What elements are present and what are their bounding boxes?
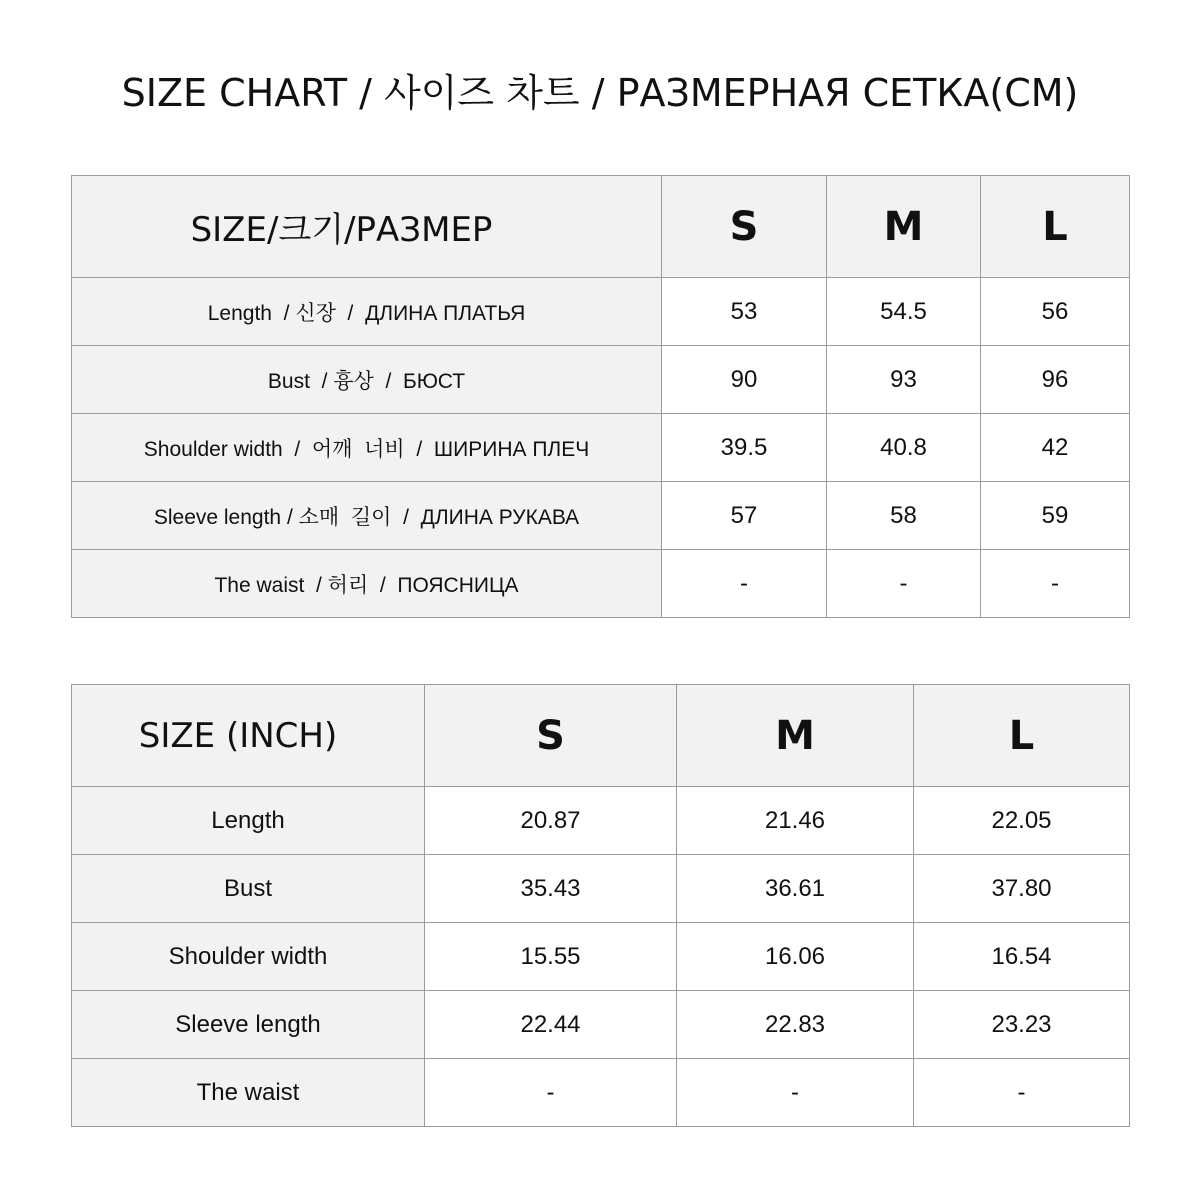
size-table-inch xyxy=(71,684,1130,1127)
table-row xyxy=(72,550,1130,618)
row-label-length: Length xyxy=(72,787,425,855)
table-cell: 22.05 xyxy=(914,787,1130,855)
row-label-waist: The waist xyxy=(72,1059,425,1127)
table-cell: 16.54 xyxy=(914,923,1130,991)
size-table-cm xyxy=(71,175,1130,618)
table-cell: 37.80 xyxy=(914,855,1130,923)
table-cell: 35.43 xyxy=(425,855,677,923)
table-header-row xyxy=(72,176,1130,278)
table-cell: 54.5 xyxy=(827,278,981,346)
row-label-length: Length / 신장 / ДЛИНА ПЛАТЬЯ xyxy=(72,278,662,346)
table-cell: 22.44 xyxy=(425,991,677,1059)
table-row xyxy=(72,1059,1130,1127)
table-cell: 93 xyxy=(827,346,981,414)
row-label-sleeve-length: Sleeve length / 소매 길이 / ДЛИНА РУКАВА xyxy=(72,482,662,550)
table-row xyxy=(72,346,1130,414)
row-label-shoulder-width: Shoulder width xyxy=(72,923,425,991)
table-row xyxy=(72,855,1130,923)
table-cell: 16.06 xyxy=(677,923,914,991)
size-header-s: S xyxy=(425,685,677,787)
table-row xyxy=(72,278,1130,346)
row-label-bust: Bust / 흉상 / БЮСТ xyxy=(72,346,662,414)
table-cell: 90 xyxy=(662,346,827,414)
table-row xyxy=(72,991,1130,1059)
row-label-shoulder-width: Shoulder width / 어깨 너비 / ШИРИНА ПЛЕЧ xyxy=(72,414,662,482)
table-cell: 53 xyxy=(662,278,827,346)
table-cell: - xyxy=(914,1059,1130,1127)
table-cell: 15.55 xyxy=(425,923,677,991)
table-row xyxy=(72,482,1130,550)
table-cell: 36.61 xyxy=(677,855,914,923)
table-cell: 20.87 xyxy=(425,787,677,855)
table-cell: 57 xyxy=(662,482,827,550)
row-label-waist: The waist / 허리 / ПОЯСНИЦА xyxy=(72,550,662,618)
size-header-label: SIZE (INCH) xyxy=(72,685,425,787)
table-cell: 21.46 xyxy=(677,787,914,855)
table-cell: 58 xyxy=(827,482,981,550)
table-cell: 22.83 xyxy=(677,991,914,1059)
table-cell: 42 xyxy=(981,414,1130,482)
table-row xyxy=(72,414,1130,482)
table-header-row xyxy=(72,685,1130,787)
table-row xyxy=(72,787,1130,855)
table-cell: - xyxy=(425,1059,677,1127)
page-title: SIZE CHART / 사이즈 차트 / РАЗМЕРНАЯ СЕТКА(CM) xyxy=(121,71,1079,115)
table-cell: 40.8 xyxy=(827,414,981,482)
table-cell: 96 xyxy=(981,346,1130,414)
size-header-s: S xyxy=(662,176,827,278)
table-cell: 56 xyxy=(981,278,1130,346)
table-row xyxy=(72,923,1130,991)
row-label-sleeve-length: Sleeve length xyxy=(72,991,425,1059)
table-cell: 23.23 xyxy=(914,991,1130,1059)
size-header-l: L xyxy=(914,685,1130,787)
table-cell: - xyxy=(981,550,1130,618)
size-header-label: SIZE/크기/РАЗМЕР xyxy=(72,176,662,278)
table-cell: - xyxy=(827,550,981,618)
table-cell: - xyxy=(677,1059,914,1127)
size-header-l: L xyxy=(981,176,1130,278)
row-label-bust: Bust xyxy=(72,855,425,923)
table-cell: 39.5 xyxy=(662,414,827,482)
table-cell: 59 xyxy=(981,482,1130,550)
size-header-m: M xyxy=(827,176,981,278)
table-cell: - xyxy=(662,550,827,618)
size-header-m: M xyxy=(677,685,914,787)
